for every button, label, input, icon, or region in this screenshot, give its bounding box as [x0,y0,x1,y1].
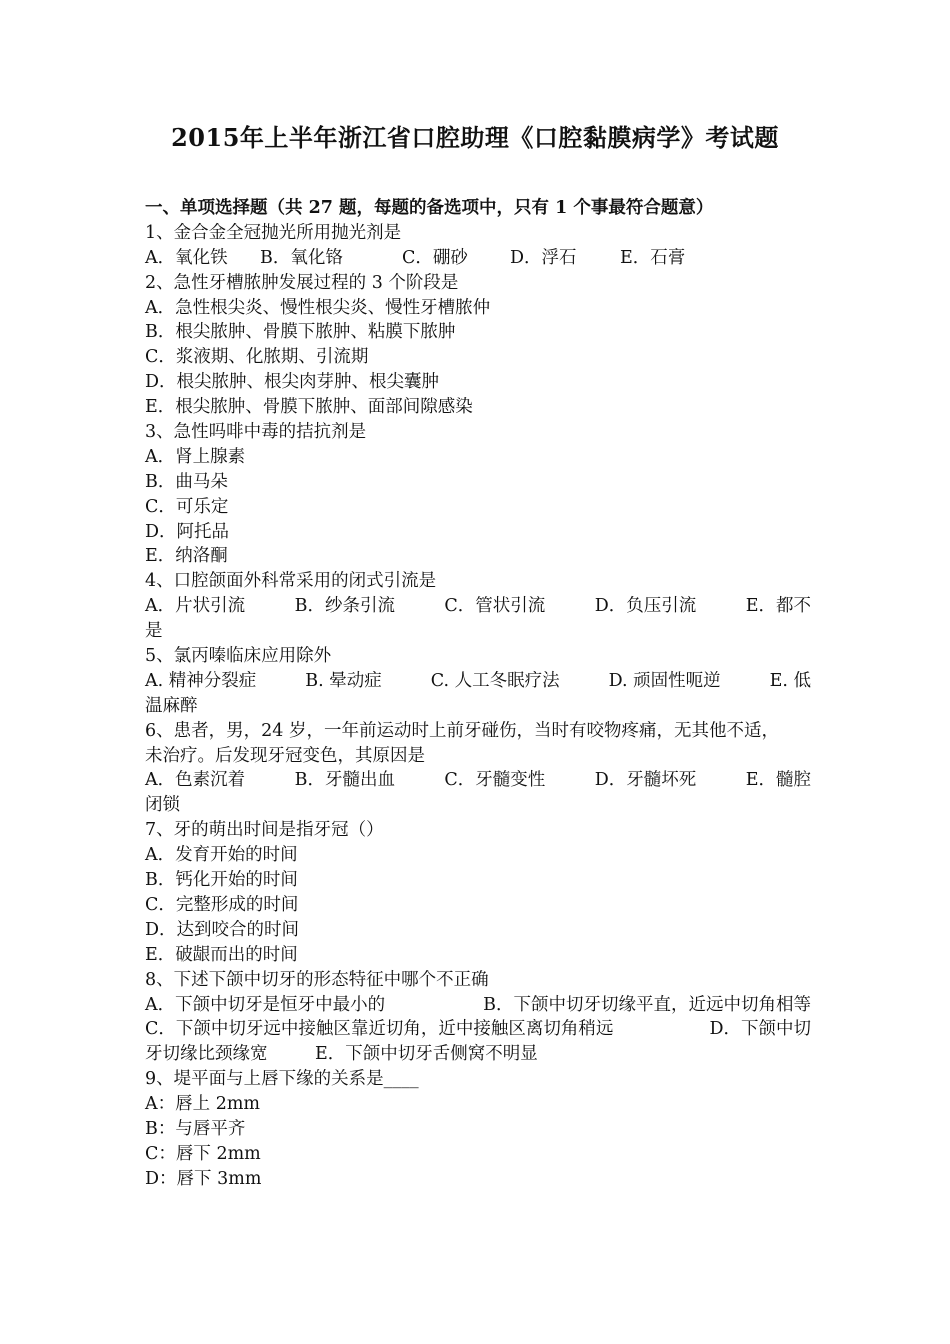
question-8-option-d: D．下颌中切 [709,1019,811,1040]
question-1-option-d: D．浮石 [510,247,577,268]
question-8-option-c: C．下颌中切牙远中接触区靠近切角，近中接触区离切角稍远 [145,1019,614,1040]
question-1-option-e: E．石膏 [620,247,686,268]
question-5-option-a: A. 精神分裂症 [145,670,257,691]
question-8-option-a: A．下颌中切牙是恒牙中最小的 [145,994,386,1015]
question-8-options-line-3 [145,1042,811,1067]
question-8-stem: 8、下述下颌中切牙的形态特征中哪个不正确 [145,969,489,990]
question-4-option-b: B．纱条引流 [294,596,395,617]
question-5-option-c: C. 人工冬眠疗法 [430,670,560,691]
question-5-options [145,669,811,694]
question-7-option-c: C．完整形成的时间 [145,894,299,915]
question-3-option-c: C．可乐定 [145,496,229,517]
question-6-option-b: B．牙髓出血 [294,770,395,791]
question-4-option-d: D．负压引流 [594,596,697,617]
question-8-option-d-wrap: 牙切缘比颈缘宽 [145,1044,268,1065]
question-4-options [145,594,811,619]
question-7-option-e: E．破龈而出的时间 [145,944,298,965]
question-8-option-b: B．下颌中切牙切缘平直，近远中切角相等 [483,994,811,1015]
question-8-option-e: E．下颌中切牙舌侧窝不明显 [315,1044,538,1065]
question-7-option-b: B．钙化开始的时间 [145,870,298,891]
question-4-option-c: C．管状引流 [444,596,546,617]
question-5-option-wrap: 温麻醉 [145,695,198,716]
question-9-option-c: C：唇下 2mm [145,1143,261,1164]
question-4-option-wrap: 是 [145,621,163,642]
question-6-stem-line-2: 未治疗。后发现牙冠变色，其原因是 [145,745,425,766]
question-3-option-b: B．曲马朵 [145,471,228,492]
question-5-option-b: B. 晕动症 [305,670,382,691]
question-6-option-e: E．髓腔 [745,770,811,791]
question-1-options [145,246,811,271]
question-2-option-d: D．根尖脓肿、根尖肉芽肿、根尖囊肿 [145,372,440,393]
question-7-option-a: A．发育开始的时间 [145,845,298,866]
question-6-option-a: A．色素沉着 [145,770,246,791]
question-7-stem: 7、牙的萌出时间是指牙冠（） [145,820,384,841]
question-3-option-e: E．纳洛酮 [145,546,228,567]
question-5-option-d: D. 顽固性呃逆 [608,670,721,691]
document-body [145,196,811,1192]
question-9-option-b: B：与唇平齐 [145,1118,246,1139]
question-1-stem: 1、金合金全冠抛光所用抛光剂是 [145,222,402,243]
question-4-option-a: A．片状引流 [145,596,246,617]
question-1-option-a: A．氧化铁 [145,247,228,268]
question-3-option-a: A．肾上腺素 [145,446,246,467]
section-heading: 一、单项选择题（共 27 题，每题的备选项中，只有 1 个事最符合题意） [145,198,714,218]
question-2-option-a: A．急性根尖炎、慢性根尖炎、慢性牙槽脓仲 [145,297,491,318]
question-3-option-d: D．阿托品 [145,521,230,542]
question-2-option-c: C．浆液期、化脓期、引流期 [145,347,369,368]
question-2-option-b: B．根尖脓肿、骨膜下脓肿、粘膜下脓肿 [145,322,456,343]
question-9-option-a: A：唇上 2mm [145,1094,261,1115]
question-7-option-d: D．达到咬合的时间 [145,919,300,940]
question-1-option-b: B．氧化铬 [260,247,343,268]
question-5-option-e: E. 低 [769,670,811,691]
question-5-stem: 5、氯丙嗪临床应用除外 [145,646,332,667]
question-1-option-c: C．硼砂 [402,247,468,268]
question-8-options-line-2 [145,1017,811,1042]
question-8-options-line-1 [145,993,811,1018]
question-6-option-d: D．牙髓坏死 [594,770,697,791]
question-2-stem: 2、急性牙槽脓肿发展过程的 3 个阶段是 [145,272,459,293]
question-9-stem: 9、堤平面与上唇下缘的关系是____ [145,1069,419,1090]
question-6-options [145,768,811,793]
question-3-stem: 3、急性吗啡中毒的拮抗剂是 [145,422,367,443]
question-9-option-d: D：唇下 3mm [145,1168,262,1189]
question-2-option-e: E．根尖脓肿、骨膜下脓肿、面部间隙感染 [145,397,473,418]
document-title: 2015年上半年浙江省口腔助理《口腔黏膜病学》考试题 [171,123,779,152]
question-6-option-wrap: 闭锁 [145,795,180,816]
question-4-stem: 4、口腔颌面外科常采用的闭式引流是 [145,571,437,592]
question-4-option-e: E．都不 [745,596,811,617]
question-6-stem-line-1: 6、患者，男，24 岁，一年前运动时上前牙碰伤，当时有咬物疼痛，无其他不适， [145,720,779,741]
question-6-option-c: C．牙髓变性 [444,770,546,791]
